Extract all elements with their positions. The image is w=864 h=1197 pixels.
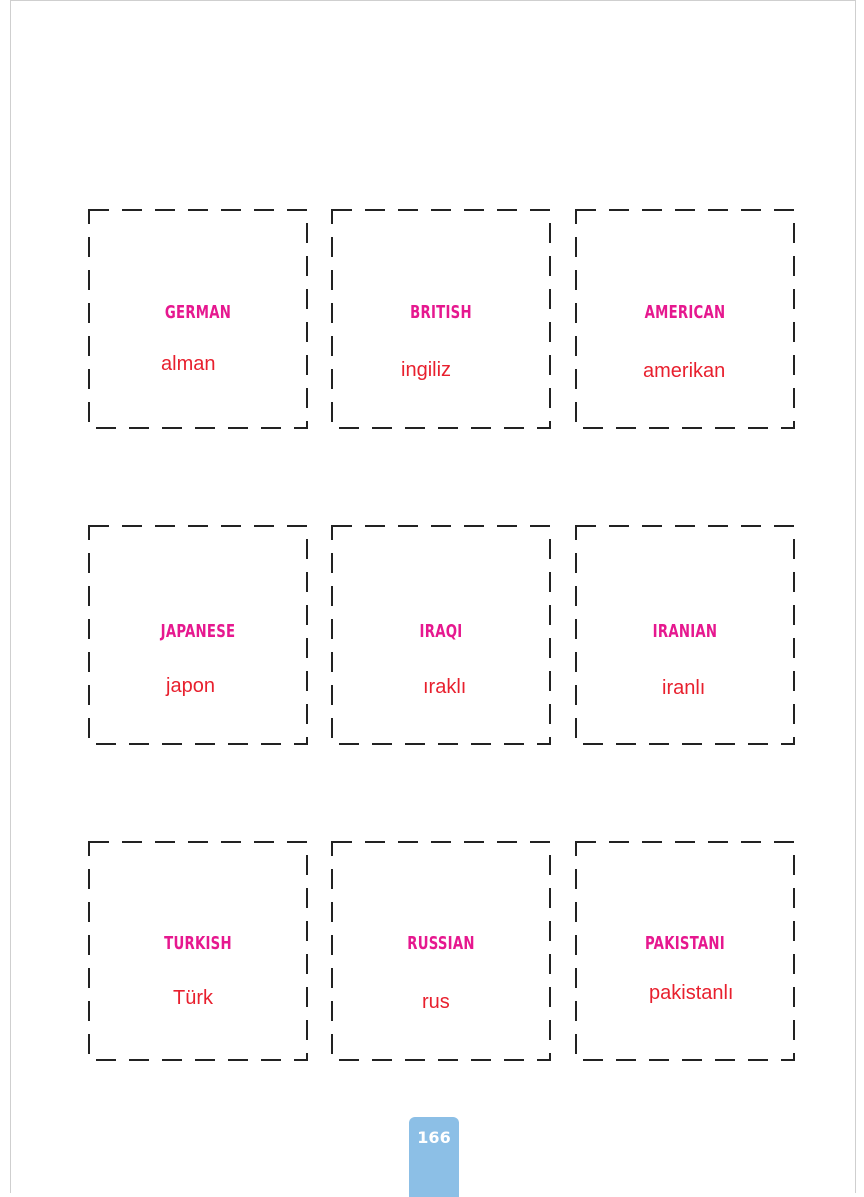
flashcard-japanese [89, 526, 307, 744]
flashcard-iraqi [332, 526, 550, 744]
flashcard-american [576, 210, 794, 428]
flashcard-pakistani [576, 842, 794, 1060]
english-word: IRANIAN [652, 621, 718, 642]
turkish-word: amerikan [643, 360, 726, 382]
turkish-word: rus [422, 991, 450, 1013]
turkish-word: Türk [173, 987, 213, 1009]
english-word: JAPANESE [160, 621, 236, 642]
english-word: TURKISH [164, 933, 232, 954]
flashcard-turkish [89, 842, 307, 1060]
page-number-tab [409, 1117, 459, 1197]
english-word: RUSSIAN [407, 933, 475, 954]
flashcard-iranian [576, 526, 794, 744]
flashcard-russian [332, 842, 550, 1060]
turkish-word: ıraklı [423, 676, 467, 698]
page-number: 166 [417, 1128, 451, 1147]
turkish-word: alman [161, 353, 216, 375]
turkish-word: pakistanlı [649, 982, 734, 1004]
english-word: GERMAN [164, 302, 232, 323]
flashcard-german [89, 210, 307, 428]
english-word: AMERICAN [644, 302, 726, 323]
turkish-word: ingiliz [401, 359, 452, 381]
english-word: IRAQI [419, 621, 463, 642]
turkish-word: iranlı [662, 677, 706, 699]
flashcard-british [332, 210, 550, 428]
english-word: BRITISH [410, 302, 472, 323]
english-word: PAKISTANI [645, 933, 725, 954]
turkish-word: japon [166, 675, 215, 697]
